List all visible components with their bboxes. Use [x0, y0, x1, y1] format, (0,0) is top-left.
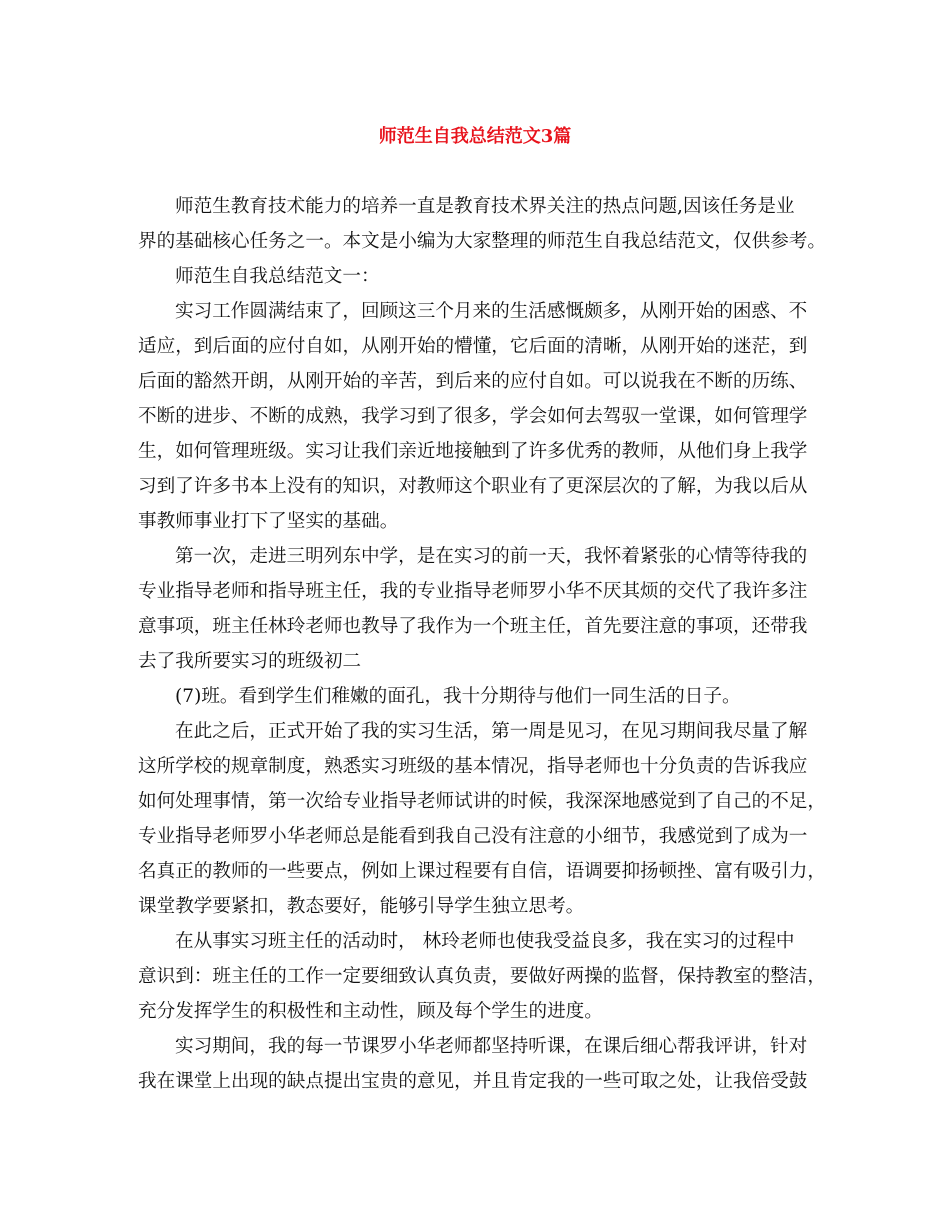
text-line	[0, 400, 950, 434]
text-line-content: 专业指导老师罗小华老师总是能看到我自己没有注意的小细节，我感觉到了成为一	[138, 826, 808, 847]
text-line-content: 去了我所要实习的班级初二	[138, 651, 362, 672]
text-line-content: 在从事实习班主任的活动时， 林玲老师也使我受益良多，我在实习的过程中	[175, 931, 795, 952]
text-line-content: 习到了许多书本上没有的知识，对教师这个职业有了更深层次的了解，为我以后从	[138, 476, 808, 497]
text-line	[0, 1030, 950, 1064]
text-line	[0, 575, 950, 609]
text-line-content: 第一次，走进三明列东中学，是在实习的前一天，我怀着紧张的心情等待我的	[175, 546, 808, 567]
text-line	[0, 435, 950, 469]
text-line-content: 意识到：班主任的工作一定要细致认真负责，要做好两操的监督，保持教室的整洁，	[138, 966, 826, 987]
text-line	[0, 960, 950, 994]
text-line	[0, 645, 950, 679]
text-line	[0, 470, 950, 504]
text-line-content: 适应，到后面的应付自如，从刚开始的懵懂，它后面的清晰，从刚开始的迷茫，到	[138, 336, 808, 357]
text-line-content: 师范生自我总结范文一：	[175, 266, 380, 287]
text-line	[0, 505, 950, 539]
text-line	[0, 680, 950, 714]
text-line-content: 充分发挥学生的积极性和主动性，顾及每个学生的进度。	[138, 1001, 603, 1022]
document-title: 师范生自我总结范文3篇	[378, 126, 572, 147]
text-line-content: 课堂教学要紧扣，教态要好，能够引导学生独立思考。	[138, 896, 585, 917]
text-line	[0, 295, 950, 329]
text-line-content: 事教师事业打下了坚实的基础。	[138, 511, 399, 532]
text-line-content: 界的基础核心任务之一。本文是小编为大家整理的师范生自我总结范文，仅供参考。	[138, 231, 826, 252]
text-line	[0, 225, 950, 259]
text-line-content: 在此之后，正式开始了我的实习生活，第一周是见习，在见习期间我尽量了解	[175, 721, 808, 742]
text-line	[0, 995, 950, 1029]
text-line-content: 后面的豁然开朗，从刚开始的辛苦，到后来的应付自如。可以说我在不断的历练、	[138, 371, 808, 392]
text-line	[0, 540, 950, 574]
text-line	[0, 330, 950, 364]
text-line	[0, 890, 950, 924]
text-line-content: 不断的进步、不断的成熟，我学习到了很多，学会如何去驾驭一堂课，如何管理学	[138, 406, 808, 427]
text-line	[0, 1065, 950, 1099]
text-line-content: 生，如何管理班级。实习让我们亲近地接触到了许多优秀的教师，从他们身上我学	[138, 441, 808, 462]
text-line	[0, 260, 950, 294]
text-line-content: (7)班。看到学生们稚嫩的面孔，我十分期待与他们一同生活的日子。	[175, 686, 741, 707]
text-line	[0, 925, 950, 959]
text-line	[0, 820, 950, 854]
text-line-content: 实习期间，我的每一节课罗小华老师都坚持听课，在课后细心帮我评讲，针对	[175, 1036, 808, 1057]
text-line-content: 如何处理事情，第一次给专业指导老师试讲的时候，我深深地感觉到了自己的不足，	[138, 791, 826, 812]
text-line-content: 专业指导老师和指导班主任，我的专业指导老师罗小华不厌其烦的交代了我许多注	[138, 581, 808, 602]
text-line-content: 这所学校的规章制度，熟悉实习班级的基本情况，指导老师也十分负责的告诉我应	[138, 756, 808, 777]
text-line-content: 实习工作圆满结束了，回顾这三个月来的生活感慨颇多，从刚开始的困惑、不	[175, 301, 808, 322]
text-line	[0, 365, 950, 399]
text-line-content: 意事项，班主任林玲老师也教导了我作为一个班主任，首先要注意的事项，还带我	[138, 616, 808, 637]
text-line	[0, 190, 950, 224]
text-line-content: 名真正的教师的一些要点，例如上课过程要有自信，语调要抑扬顿挫、富有吸引力，	[138, 861, 826, 882]
text-line	[0, 855, 950, 889]
text-line	[0, 610, 950, 644]
text-line-content: 师范生教育技术能力的培养一直是教育技术界关注的热点问题,因该任务是业	[175, 196, 795, 217]
text-line	[0, 715, 950, 749]
text-line	[0, 750, 950, 784]
text-line-content: 我在课堂上出现的缺点提出宝贵的意见，并且肯定我的一些可取之处，让我倍受鼓	[138, 1071, 808, 1092]
text-line	[0, 785, 950, 819]
